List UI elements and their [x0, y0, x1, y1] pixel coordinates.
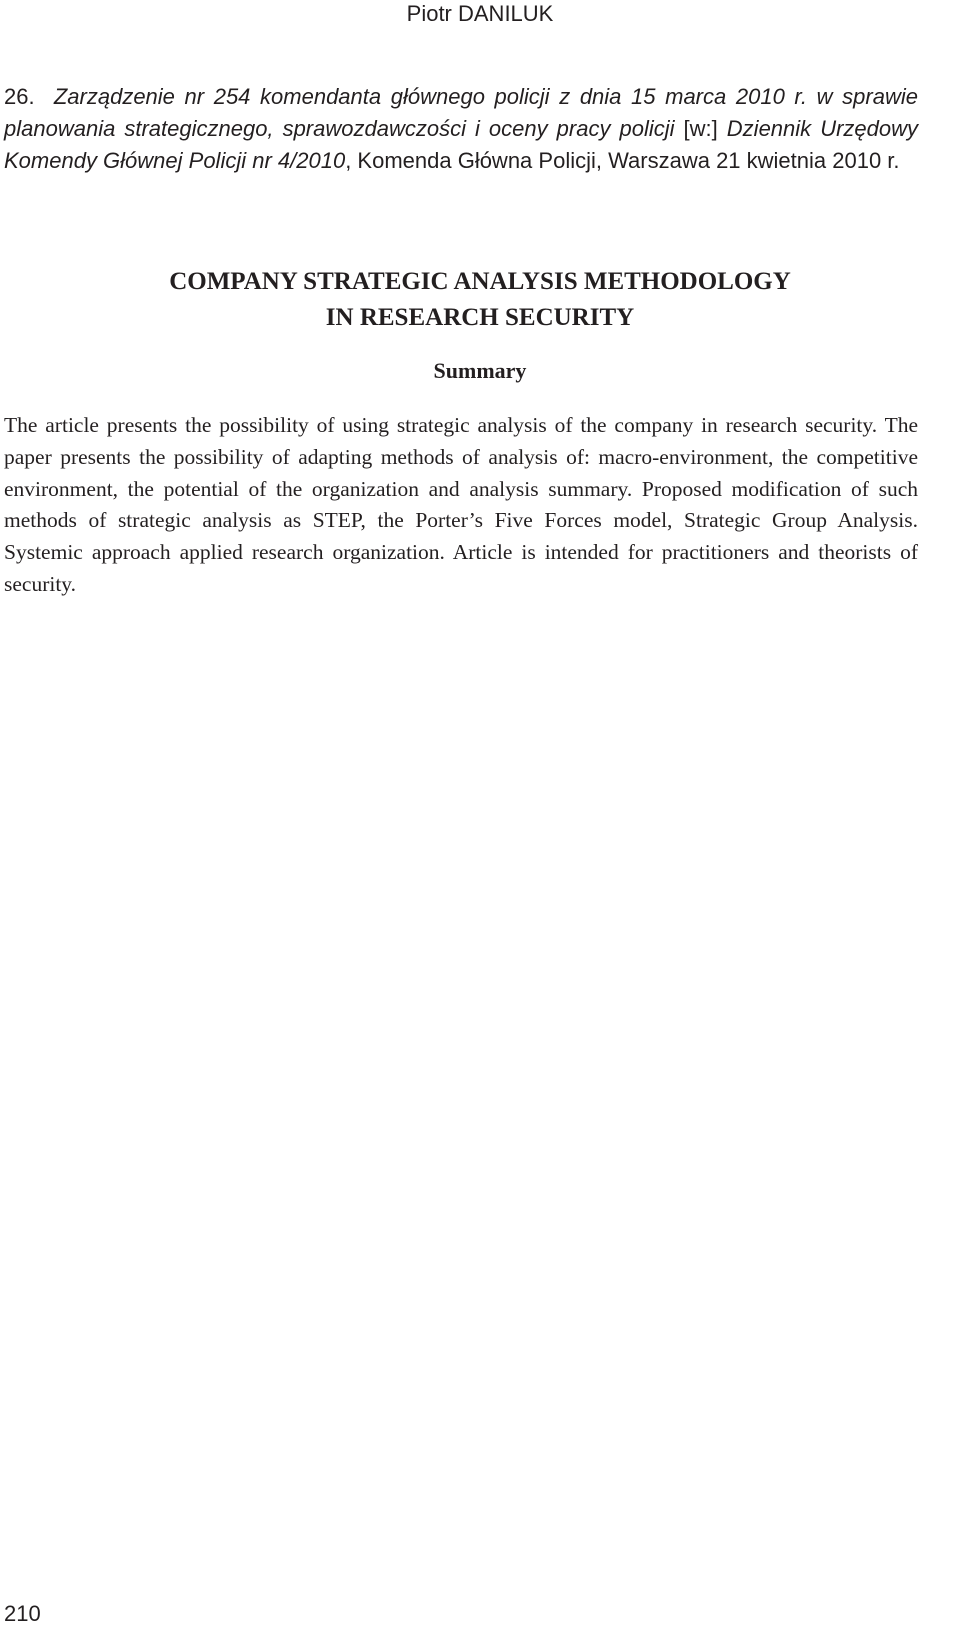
footnote-publisher: , Komenda Główna Policji, Warszawa 21 kwietnia 2010 r. — [345, 148, 900, 173]
article-title — [0, 264, 960, 336]
footnote-journal-title: Dziennik Urzędowy Komendy Głównej Policji nr 4/2010 — [4, 116, 919, 173]
footnote-26 — [4, 81, 918, 177]
summary-heading: Summary — [433, 358, 527, 383]
footnote-in-marker: [w:] — [674, 116, 727, 141]
summary-paragraph: The article presents the possibility of using strategic analysis of the company in research security. The paper presents the possibility of adapting methods of analysis of: macro-environment, the competitive environment, the potential of the organization and analysis summary. Proposed modification of such methods of strategic analysis as STEP, the Porter’s Five Forces model, Strategic Group Analysis. Systemic approach applied research organization. Article is intended for practitioners and theorists of security. — [4, 413, 918, 596]
article-title-line-1: COMPANY STRATEGIC ANALYSIS METHODOLOGY — [169, 268, 791, 295]
footnote-decree-title: Zarządzenie nr 254 komendanta głównego policji z dnia 15 marca 2010 r. w sprawie planowania strategicznego, sprawozdawczości i oceny pracy policji — [4, 84, 918, 141]
article-title-line-2: IN RESEARCH SECURITY — [325, 304, 635, 331]
footnote-number: 26. — [4, 84, 35, 109]
running-head: Piotr DANILUK — [406, 1, 554, 26]
page-number: 210 — [4, 1601, 41, 1626]
